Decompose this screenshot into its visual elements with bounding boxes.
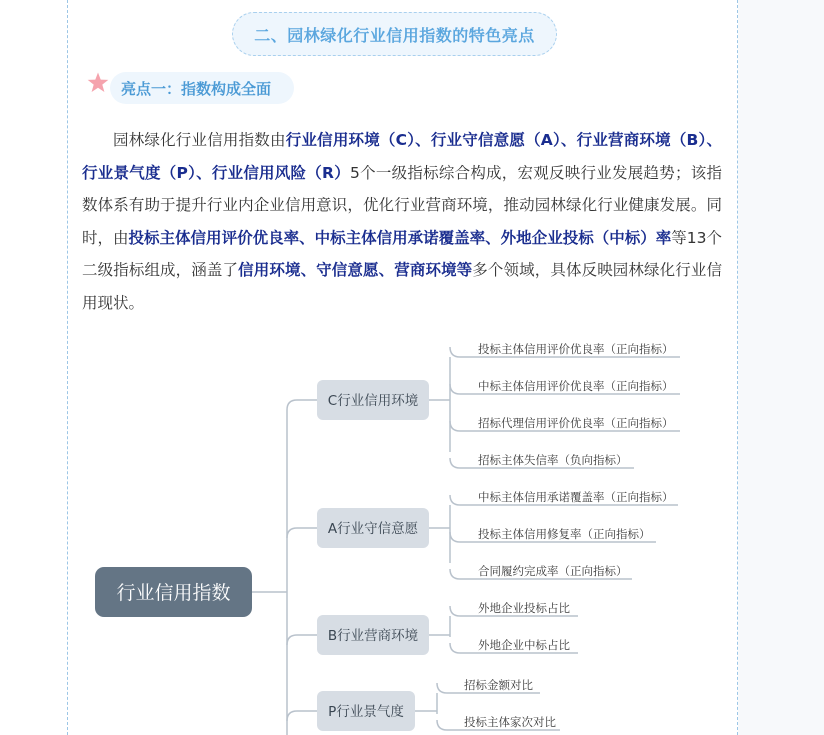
- branch-connector: [287, 400, 317, 410]
- leaf-node-label: 投标主体信用评价优良率（正向指标）: [478, 342, 674, 356]
- leaf-node-label: 合同履约完成率（正向指标）: [478, 564, 628, 578]
- section-title-text: 二、园林绿化行业信用指数的特色亮点: [254, 25, 535, 45]
- leaf-node-label: 招标代理信用评价优良率（正向指标）: [478, 416, 674, 430]
- text-run: 多个领域，具体反映园林绿化行业信用现状。: [82, 261, 722, 312]
- leaf-node-label: 外地企业投标占比: [478, 601, 570, 615]
- leaf-node-label: 投标主体家次对比: [464, 715, 556, 729]
- branch-node-label: A行业守信意愿: [327, 521, 419, 537]
- root-node-label: 行业信用指数: [116, 582, 231, 604]
- leaf-node-label: 投标主体信用修复率（正向指标）: [478, 527, 651, 541]
- branch-node-label: P行业景气度: [328, 704, 404, 720]
- leaf-node-label: 招标金额对比: [464, 678, 533, 692]
- text-run: 等13个二级指标组成，涵盖了: [82, 228, 722, 279]
- leaf-node-label: 中标主体信用承诺覆盖率（正向指标）: [478, 490, 674, 504]
- bold-run: 投标主体信用评价优良率、中标主体信用承诺覆盖率、外地企业投标（中标）率: [128, 228, 672, 247]
- text-run: 园林绿化行业信用指数由: [113, 131, 286, 149]
- branch-connector: [287, 635, 317, 645]
- bold-run: 信用环境、守信意愿、营商环境等: [238, 261, 473, 279]
- leaf-node-label: 外地企业中标占比: [478, 638, 570, 652]
- branch-node-label: B行业营商环境: [327, 628, 419, 644]
- branch-node-label: C行业信用环境: [327, 393, 419, 409]
- text-run: 5个一级指标综合构成，宏观反映行业发展趋势；该指数体系有助于提升行业内企业信用意识，优化行业营商环境，推动园林绿化行业健康发展。同时，由: [82, 163, 723, 247]
- bold-run: 行业信用环境（C）、行业守信意愿（A）、行业营商环境（B）、行业景气度（P）、行业信用风险（R）: [82, 131, 722, 182]
- leaf-node-label: 中标主体信用评价优良率（正向指标）: [478, 379, 674, 393]
- branch-connector: [287, 711, 317, 721]
- leaf-node-label: 招标主体失信率（负向指标）: [478, 453, 628, 467]
- highlight-label: 亮点一：指数构成全面: [121, 80, 272, 98]
- branch-connector: [287, 528, 317, 538]
